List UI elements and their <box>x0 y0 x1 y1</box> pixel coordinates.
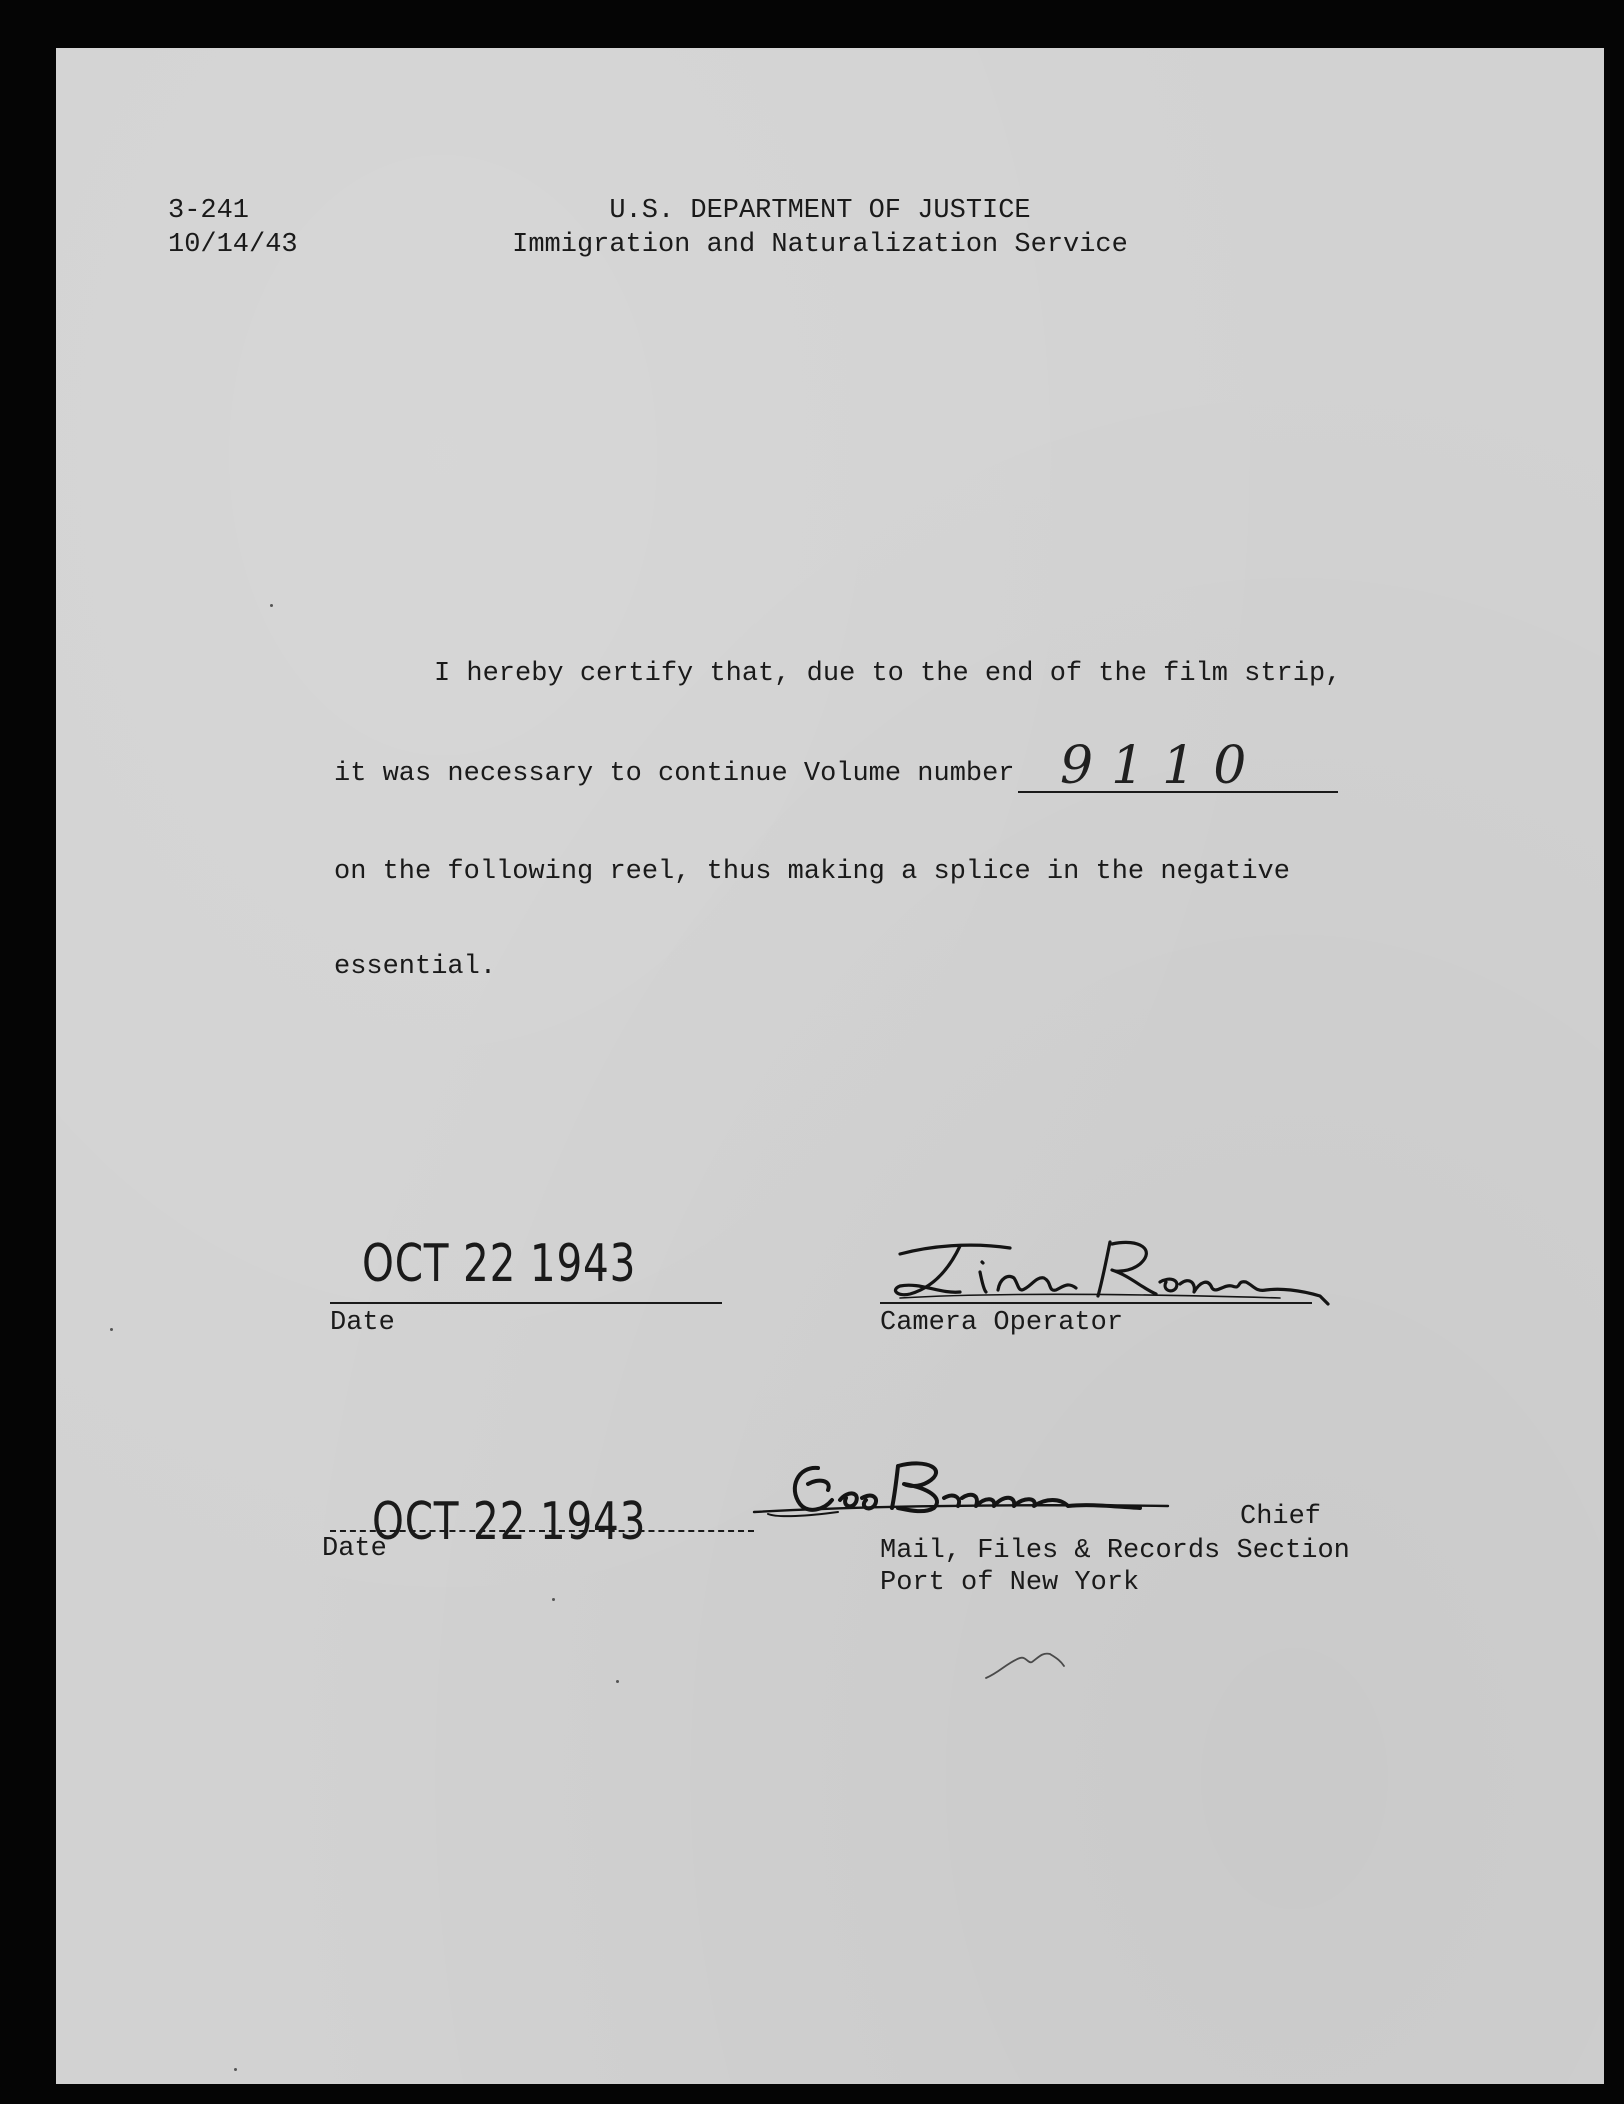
scan-speck <box>616 1680 619 1683</box>
scan-speck <box>110 1328 113 1331</box>
volume-number-handwritten: 9110 <box>1060 736 1265 796</box>
scan-speck <box>552 1598 555 1601</box>
date-label-camera: Date <box>330 1308 395 1338</box>
scan-speck <box>270 604 273 607</box>
date-rule-chief <box>330 1530 754 1532</box>
form-number: 3-241 <box>168 196 250 226</box>
signature-rule-camera <box>880 1302 1312 1304</box>
chief-label: Chief <box>1240 1502 1322 1532</box>
scan-speck <box>234 2068 237 2071</box>
port-of-new-york-label: Port of New York <box>880 1568 1140 1598</box>
service-title: Immigration and Naturalization Service <box>512 230 1128 260</box>
mail-files-records-label: Mail, Files & Records Section <box>880 1536 1350 1566</box>
form-date: 10/14/43 <box>168 230 298 260</box>
chief-signature <box>748 1448 1268 1548</box>
camera-operator-label: Camera Operator <box>880 1308 1124 1338</box>
document-header <box>460 194 1180 262</box>
date-rule-camera <box>330 1302 722 1304</box>
date-stamp-camera: OCT 22 1943 <box>362 1234 637 1294</box>
form-number-block <box>168 194 298 262</box>
certification-line-1: I hereby certify that, due to the end of the film strip, <box>434 659 1342 689</box>
department-title: U.S. DEPARTMENT OF JUSTICE <box>609 196 1031 226</box>
date-stamp-chief: OCT 22 1943 <box>372 1492 647 1552</box>
document-page <box>56 48 1604 2084</box>
certification-line-4: essential. <box>334 952 497 982</box>
certification-line-3: on the following reel, thus making a splice in the negative <box>334 857 1290 887</box>
pencil-mark <box>980 1636 1100 1696</box>
certification-line-2: it was necessary to continue Volume number <box>334 759 1015 789</box>
date-label-chief: Date <box>322 1534 387 1564</box>
